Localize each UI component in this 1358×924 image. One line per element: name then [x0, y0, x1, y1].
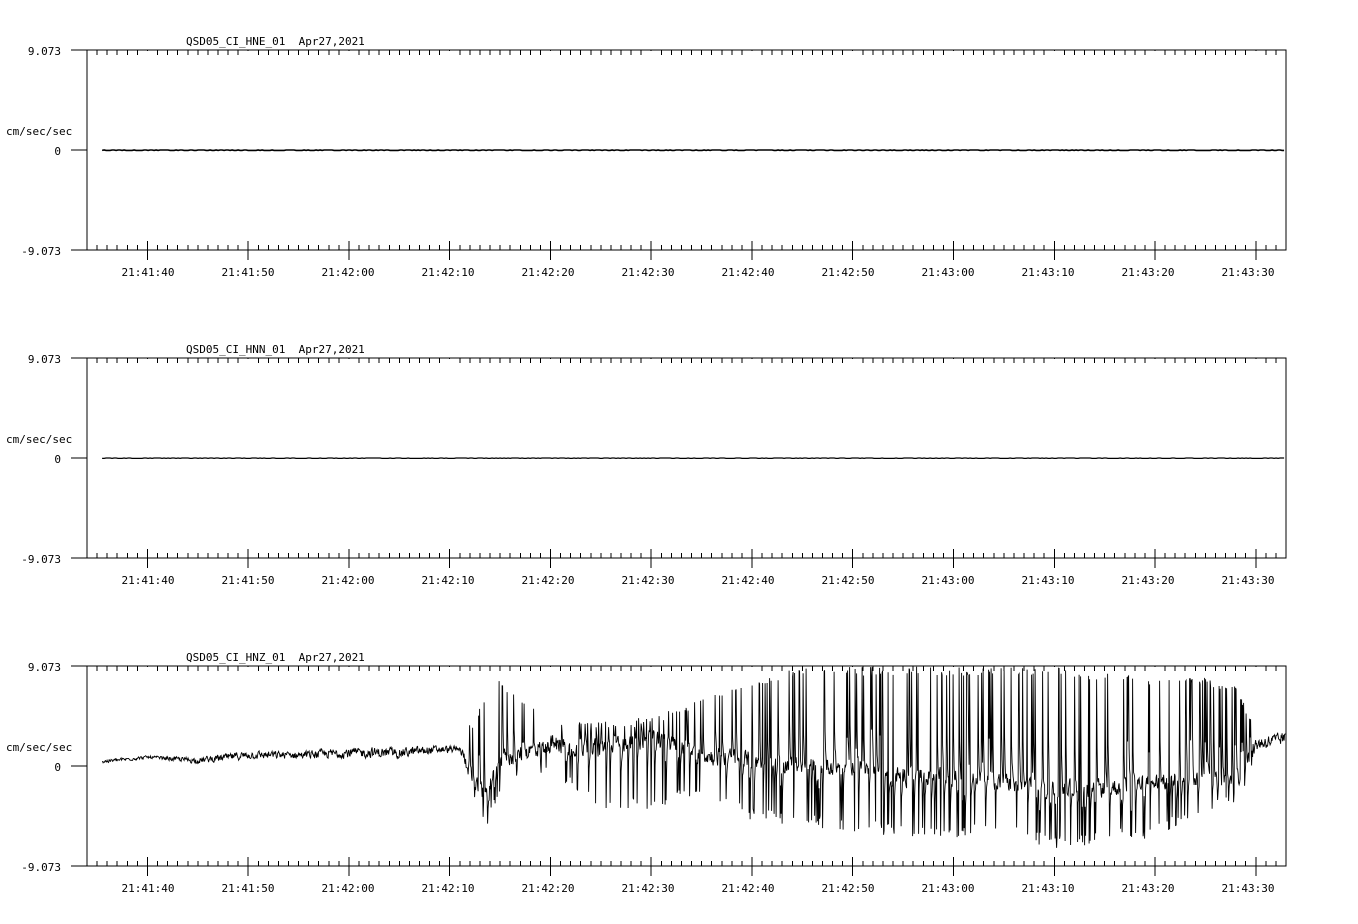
x-tick-label: 21:41:40	[121, 882, 175, 895]
x-tick-label: 21:43:20	[1121, 574, 1175, 587]
x-tick-labels	[122, 574, 1275, 587]
x-tick-label: 21:42:50	[821, 266, 875, 279]
x-tick-label: 21:42:40	[721, 882, 775, 895]
y-tick-label-zero: 0	[54, 453, 61, 466]
x-tick-label: 21:42:40	[721, 574, 775, 587]
x-tick-label: 21:41:50	[221, 574, 275, 587]
x-tick-label: 21:42:30	[621, 574, 675, 587]
x-tick-labels	[122, 266, 1275, 279]
x-tick-label: 21:43:00	[921, 882, 975, 895]
x-tick-label: 21:43:00	[921, 574, 975, 587]
panel-hnn	[6, 343, 1286, 587]
y-tick-label-min: -9.073	[21, 861, 61, 874]
x-tick-labels	[122, 882, 1275, 895]
x-tick-label: 21:42:10	[421, 574, 475, 587]
x-tick-label: 21:42:10	[421, 882, 475, 895]
x-tick-label: 21:42:00	[321, 266, 375, 279]
y-axis-label: cm/sec/sec	[6, 433, 73, 446]
x-tick-label: 21:42:40	[721, 266, 775, 279]
x-tick-label: 21:43:00	[921, 266, 975, 279]
y-axis-label: cm/sec/sec	[6, 741, 73, 754]
x-tick-label: 21:41:50	[221, 266, 275, 279]
y-tick-label-zero: 0	[54, 145, 61, 158]
x-tick-label: 21:42:30	[621, 266, 675, 279]
x-tick-label: 21:43:30	[1221, 266, 1275, 279]
x-ticks	[87, 358, 1286, 568]
x-tick-label: 21:42:00	[321, 574, 375, 587]
x-tick-label: 21:43:30	[1221, 882, 1275, 895]
x-tick-label: 21:42:30	[621, 882, 675, 895]
panel-title: QSD05_CI_HNN_01 Apr27,2021	[186, 343, 365, 356]
waveform-trace	[102, 667, 1286, 848]
x-tick-label: 21:42:20	[521, 574, 575, 587]
x-tick-label: 21:42:00	[321, 882, 375, 895]
x-tick-label: 21:43:20	[1121, 266, 1175, 279]
x-tick-label: 21:42:50	[821, 882, 875, 895]
y-tick-label-min: -9.073	[21, 553, 61, 566]
x-tick-label: 21:41:40	[121, 574, 175, 587]
y-tick-label-min: -9.073	[21, 245, 61, 258]
x-tick-label: 21:42:10	[421, 266, 475, 279]
x-tick-label: 21:43:10	[1021, 574, 1075, 587]
x-tick-label: 21:42:20	[521, 882, 575, 895]
y-tick-label-zero: 0	[54, 761, 61, 774]
x-tick-label: 21:42:20	[521, 266, 575, 279]
y-tick-label-max: 9.073	[27, 45, 61, 58]
x-tick-label: 21:41:50	[221, 882, 275, 895]
y-tick-label-max: 9.073	[27, 661, 61, 674]
x-tick-label: 21:41:40	[121, 266, 175, 279]
x-tick-label: 21:43:10	[1021, 266, 1075, 279]
panel-hne	[6, 35, 1286, 279]
y-tick-label-max: 9.073	[27, 353, 61, 366]
panel-title: QSD05_CI_HNE_01 Apr27,2021	[186, 35, 365, 48]
x-tick-label: 21:43:10	[1021, 882, 1075, 895]
x-tick-label: 21:43:20	[1121, 882, 1175, 895]
y-axis-label: cm/sec/sec	[6, 125, 73, 138]
x-tick-label: 21:42:50	[821, 574, 875, 587]
x-ticks	[87, 50, 1286, 260]
x-tick-label: 21:43:30	[1221, 574, 1275, 587]
panel-title: QSD05_CI_HNZ_01 Apr27,2021	[186, 651, 365, 664]
panel-hnz	[6, 651, 1286, 895]
